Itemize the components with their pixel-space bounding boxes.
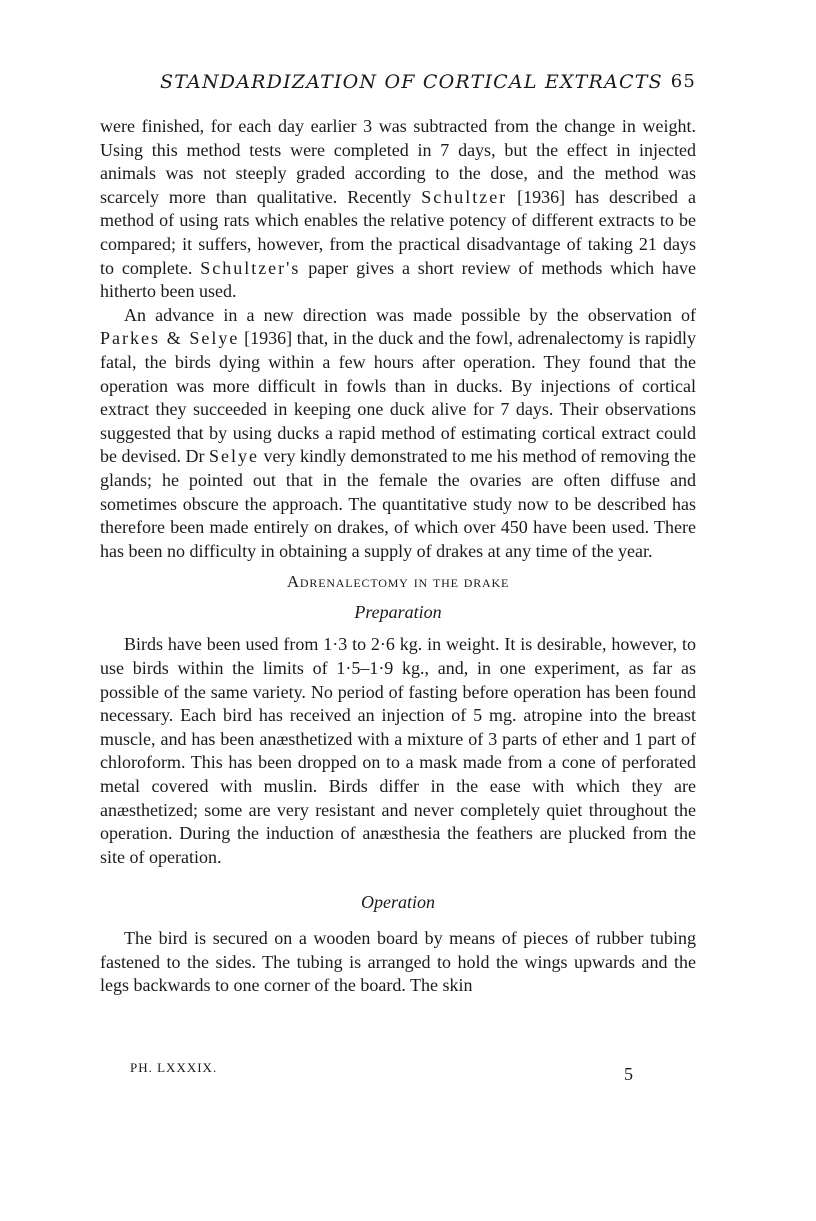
text-run: were finished, for each day earlier 3 was subtracted from the change in weight. Using this method tests were completed in 7 days, but the effect in injected animals was not steeply graded according to the dose, and the method was scarcely more than qualitative. Recently bbox=[100, 116, 696, 207]
subheading-operation: Operation bbox=[361, 892, 435, 913]
text-run: An advance in a new direction was made possible by the observation of bbox=[124, 304, 696, 325]
running-title: STANDARDIZATION OF CORTICAL EXTRACTS bbox=[160, 71, 663, 93]
text-run: very kindly demonstrated to me his method of removing the glands; he pointed out that in the female the ovaries are often diffuse and sometimes obscure the approach. The quantitative study now to be described has therefore been made entirely on drakes, of which over 450 have been used. There has been no difficulty in obtaining a supply of drakes at any time of the year. bbox=[100, 446, 696, 561]
paragraph-1 bbox=[100, 115, 696, 304]
section-heading-text: Adrenalectomy in the drake bbox=[286, 572, 510, 592]
text-run: paper gives a short review of methods which have hitherto been used. bbox=[100, 257, 696, 302]
footer-sheet-number: 5 bbox=[624, 1064, 633, 1084]
paragraph-2 bbox=[100, 304, 696, 564]
author-name: Parkes & Selye bbox=[100, 328, 240, 349]
author-name: Schultzer bbox=[421, 186, 508, 207]
body-text bbox=[100, 115, 696, 998]
running-head bbox=[100, 68, 696, 98]
text-run: [1936] that, in the duck and the fowl, adrenalectomy is rapidly fatal, the birds dying within a few hours after operation. They found that the operation was more difficult in fowls than in ducks. By injections of cortical extract they succeeded in keeping one duck alive for 7 days. Their observations suggested that by using ducks a rapid method of estimating cortical extract could be devised. Dr bbox=[100, 328, 696, 467]
paragraph-3: Birds have been used from 1·3 to 2·6 kg. in weight. It is desirable, however, to use birds within the limits of 1·5–1·9 kg., and, in one experiment, as far as possible of the same variety. No period of fasting before operation has been found necessary. Each bird has received an injection of 5 mg. atropine into the breast muscle, and has been anæsthetized with a mixture of 3 parts of ether and 1 part of chloroform. This has been dropped on to a mask made from a cone of perforated metal covered with muslin. Birds differ in the ease with which they are anæsthetized; some are very resistant and never completely quiet throughout the operation. During the induction of anæsthesia the feathers are plucked from the site of operation. bbox=[100, 634, 696, 867]
author-name: Selye bbox=[209, 446, 259, 467]
page-number: 65 bbox=[670, 71, 696, 92]
section-heading bbox=[100, 570, 696, 596]
page bbox=[100, 68, 696, 998]
paragraph-4: The bird is secured on a wooden board by means of pieces of rubber tubing fastened to the sides. The tubing is arranged to hold the wings upwards and the legs backwards to one corner of the board. The skin bbox=[100, 928, 696, 996]
subheading-preparation: Preparation bbox=[354, 601, 442, 622]
text-run: [1936] has described a method of using rats which enables the relative potency of different extracts to be compared; it suffers, however, from the practical disadvantage of taking 21 days to complete. bbox=[100, 186, 696, 278]
author-name: Schultzer's bbox=[200, 257, 301, 278]
footer-signature: PH. LXXXIX. bbox=[130, 1060, 218, 1075]
